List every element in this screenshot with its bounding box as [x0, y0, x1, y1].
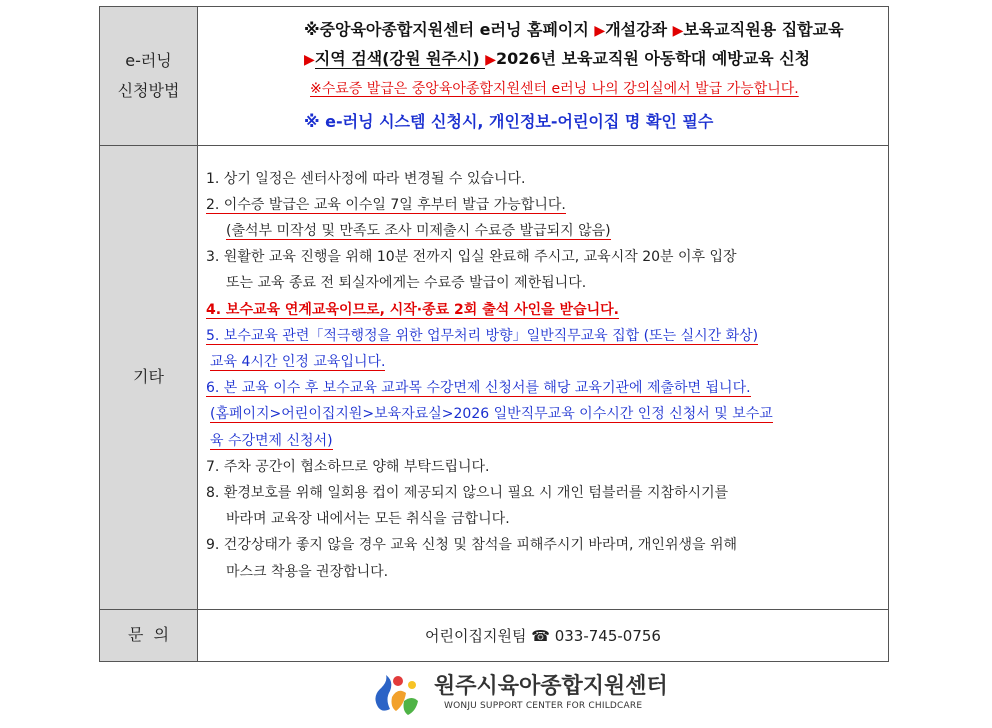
elearning-path-line2 [304, 45, 880, 74]
notice-item-3-cont: 또는 교육 종료 전 퇴실자에게는 수료증 발급이 제한됩니다. [226, 275, 587, 292]
etc-row [100, 145, 889, 609]
phone-icon: ☎ [531, 626, 550, 645]
path-step-region-search: 지역 검색(강원 원주시) [314, 48, 486, 68]
etc-content-cell [198, 145, 889, 609]
notice-item-5-cont [206, 349, 880, 375]
notice-item-1: 1. 상기 일정은 센터사정에 따라 변경될 수 있습니다. [206, 170, 526, 187]
center-logo [368, 667, 668, 723]
education-info-table [99, 6, 889, 662]
notice-item-9-cont: 마스크 착용을 권장합니다. [226, 563, 389, 580]
inquiry-content-cell [198, 609, 889, 661]
logo-subtitle: WONJU SUPPORT CENTER FOR CHILDCARE [444, 701, 643, 711]
inquiry-row [100, 609, 889, 661]
notice-item-4-text: 4. 보수교육 연계교육이므로, 시작·종료 2회 출석 사인을 받습니다. [206, 301, 619, 318]
notice-item-5-cont-text: 교육 4시간 인정 교육입니다. [210, 353, 386, 370]
notice-item-6-cont2 [206, 428, 880, 454]
certificate-note: ※수료증 발급은 중앙육아종합지원센터 e러닝 나의 강의실에서 발급 가능합니다. [310, 80, 799, 97]
notice-item-2 [206, 192, 880, 218]
etc-label-cell: 기타 [100, 145, 198, 609]
elearning-label-line1: e-러닝 [125, 50, 172, 70]
arrow-right-icon: ▶ [672, 22, 684, 39]
notice-item-6-cont1 [206, 401, 880, 427]
elearning-label-cell [100, 7, 198, 146]
notice-item-2-text: 2. 이수증 발급은 교육 이수일 7일 후부터 발급 가능합니다. [206, 196, 566, 213]
elearning-row [100, 7, 889, 146]
path-step-course: 개설강좌 [605, 19, 673, 39]
logo-title: 원주시육아종합지원센터 [434, 674, 668, 699]
notice-item-6-text: 6. 본 교육 이수 후 보수교육 교과목 수강면제 신청서를 해당 교육기관에 제출하면 됩니다. [206, 380, 751, 397]
notice-item-2-detail-text: (출석부 미작성 및 만족도 조사 미제출시 수료증 발급되지 않음) [226, 222, 611, 239]
notice-item-6-cont1-text: (홈페이지>어린이집지원>보육자료실>2026 일반직무교육 이수시간 인정 신청서 및 보수교 [210, 406, 773, 423]
privacy-check-note: ※ e-러닝 시스템 신청시, 개인정보-어린이집 명 확인 필수 [304, 111, 714, 131]
inquiry-label-cell: 문 의 [100, 609, 198, 661]
notice-item-5-text: 5. 보수교육 관련「적극행정을 위한 업무처리 방향」일반직무교육 집합 (또는 실시간 화상) [206, 327, 759, 344]
inquiry-phone[interactable]: 033-745-0756 [554, 626, 661, 645]
inquiry-team: 어린이집지원팀 [425, 626, 527, 645]
notice-item-6-cont2-text: 육 수강면제 신청서) [210, 432, 333, 449]
arrow-right-icon: ▶ [485, 51, 497, 68]
elearning-content-cell [198, 7, 889, 146]
path-prefix: ※중앙육아종합지원센터 e러닝 홈페이지 [304, 19, 595, 39]
elearning-label-line2: 신청방법 [117, 80, 180, 100]
notice-item-8: 8. 환경보호를 위해 일회용 컵이 제공되지 않으니 필요 시 개인 텀블러를 지참하시기를 [206, 485, 729, 501]
arrow-right-icon: ▶ [594, 22, 606, 39]
notice-item-6 [206, 375, 880, 401]
notice-item-2-detail [206, 218, 880, 244]
path-step-apply: 2026년 보육교직원 아동학대 예방교육 신청 [496, 48, 811, 68]
notice-item-8-cont: 바라며 교육장 내에서는 모든 취식을 금합니다. [226, 511, 510, 528]
path-step-group-education: 보육교직원용 집합교육 [683, 19, 844, 39]
notice-item-3: 3. 원활한 교육 진행을 위해 10분 전까지 입실 완료해 주시고, 교육시작 20분 이후 입장 [206, 249, 737, 266]
notice-item-4 [206, 297, 880, 323]
elearning-path-line1 [304, 16, 880, 45]
notice-item-7: 7. 주차 공간이 협소하므로 양해 부탁드립니다. [206, 458, 490, 475]
arrow-right-icon: ▶ [304, 51, 315, 68]
notice-item-9: 9. 건강상태가 좋지 않을 경우 교육 신청 및 참석을 피해주시기 바라며, 개인위생을 위해 [206, 537, 738, 554]
notice-item-5 [206, 323, 880, 349]
childcare-logo-icon [368, 667, 424, 723]
